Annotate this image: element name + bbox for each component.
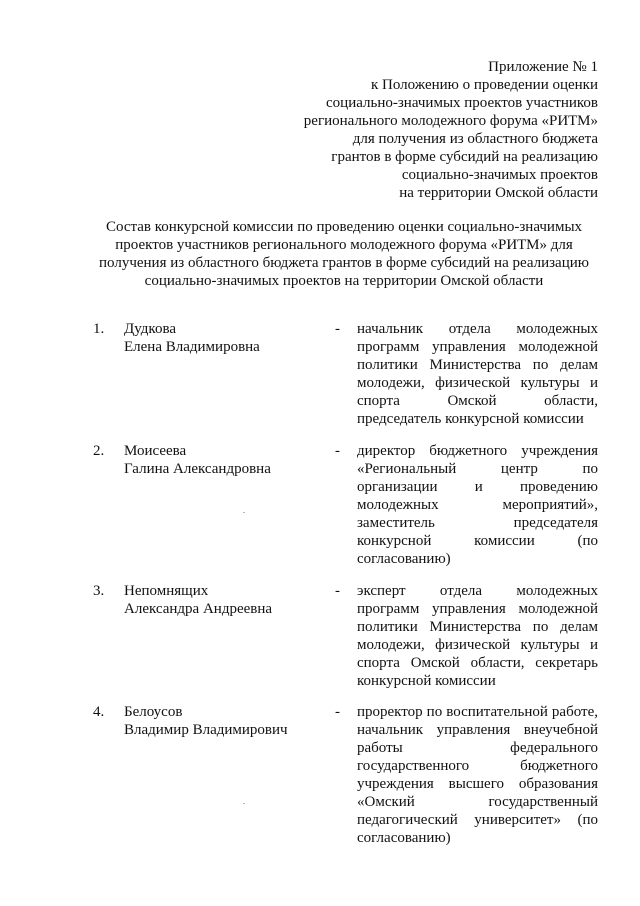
member-number: 2.: [93, 443, 105, 459]
member-surname: Непомнящих: [124, 583, 209, 599]
member-name: [124, 442, 271, 478]
member-given-name: Александра Андреевна: [124, 601, 273, 617]
member-number: 3.: [93, 583, 105, 599]
member-dash: -: [335, 583, 340, 599]
appendix-line: социально-значимых проектов участников: [326, 95, 598, 111]
document-title: [88, 218, 600, 290]
appendix-header: [238, 58, 598, 202]
member-position: эксперт отдела молодежных программ управления молодежной политики Министерства по делам молодежи, физической культуры и спорта Омской области, секретарь конкурсной комиссии: [357, 583, 598, 689]
appendix-line: Приложение № 1: [488, 59, 598, 75]
title-line: социально-значимых проектов на территории Омской области: [144, 273, 544, 289]
scan-speck: [243, 512, 245, 513]
member-number: 4.: [93, 704, 105, 720]
member-surname: Моисеева: [124, 443, 187, 459]
appendix-line: грантов в форме субсидий на реализацию: [331, 149, 598, 165]
member-position: проректор по воспитательной работе, начальник управления внеучебной работы федерального государственного бюджетного учреждения высшего образования «Омский государственный педагогический университет» (по согласованию): [357, 704, 598, 846]
member-dash: -: [335, 704, 340, 720]
appendix-line: регионального молодежного форума «РИТМ»: [303, 113, 598, 129]
member-position: директор бюджетного учреждения «Региональный центр по организации и проведению молодежных мероприятий», заместитель председателя конкурсной комиссии (по согласованию): [357, 443, 598, 567]
appendix-line: социально-значимых проектов: [401, 167, 598, 183]
member-given-name: Владимир Владимирович: [124, 722, 288, 738]
scan-speck: [243, 803, 245, 804]
title-line: получения из областного бюджета грантов в форме субсидий на реализацию: [99, 255, 589, 271]
title-line: проектов участников регионального молодежного форума «РИТМ» для: [115, 237, 573, 253]
member-given-name: Галина Александровна: [124, 461, 271, 477]
member-surname: Дудкова: [124, 321, 176, 337]
member-given-name: Елена Владимировна: [124, 339, 260, 355]
member-surname: Белоусов: [124, 704, 183, 720]
appendix-line: на территории Омской области: [399, 185, 598, 201]
title-line: Состав конкурсной комиссии по проведению оценки социально-значимых: [105, 219, 583, 235]
appendix-line: для получения из областного бюджета: [352, 131, 598, 147]
member-name: [124, 703, 288, 739]
member-dash: -: [335, 321, 340, 337]
member-position: начальник отдела молодежных программ управления молодежной политики Министерства по делам молодежи, физической культуры и спорта Омской области, председатель конкурсной комиссии: [357, 321, 598, 427]
member-number: 1.: [93, 321, 105, 337]
member-name: [124, 582, 272, 618]
member-dash: -: [335, 443, 340, 459]
member-name: [124, 320, 260, 356]
appendix-line: к Положению о проведении оценки: [371, 77, 598, 93]
